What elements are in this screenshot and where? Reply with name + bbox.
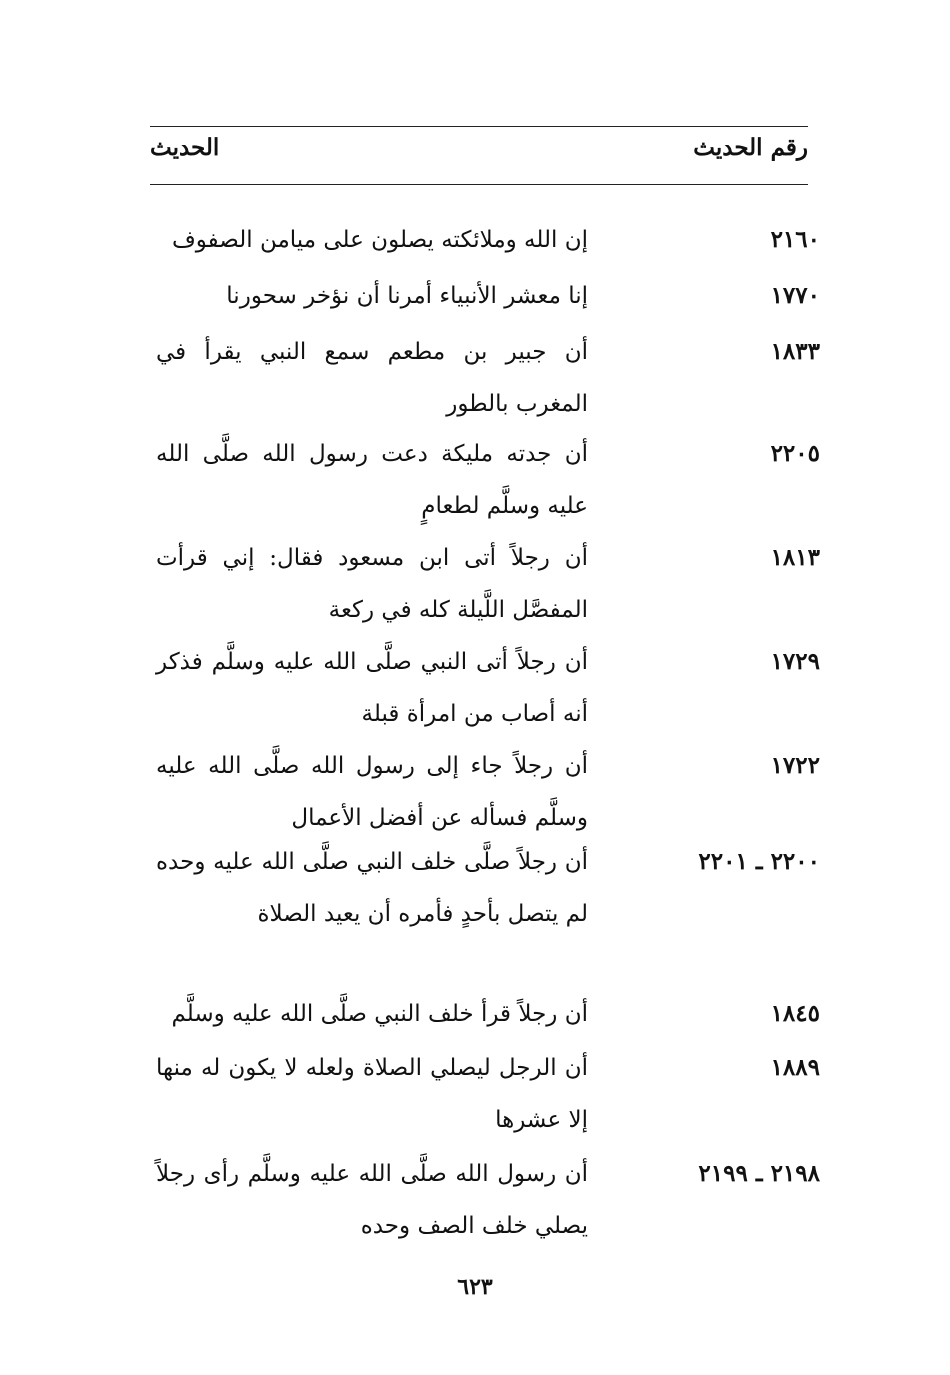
hadith-number: ١٨١٣ xyxy=(770,544,820,571)
hadith-text: أن رجلاً أتى النبي صلَّى الله عليه وسلَّم فذكر أنه أصاب من امرأة قبلة xyxy=(156,649,588,727)
hadith-text: أن رسول الله صلَّى الله عليه وسلَّم رأى رجلاً يصلي خلف الصف وحده xyxy=(156,1161,588,1239)
page-number: ٦٢٣ xyxy=(457,1274,493,1300)
hadith-column-header: الحديث xyxy=(150,134,220,161)
hadith-number: ١٨٣٣ xyxy=(770,338,820,365)
hadith-text: أن رجلاً صلَّى خلف النبي صلَّى الله عليه وحده لم يتصل بأحدٍ فأمره أن يعيد الصلاة xyxy=(156,849,588,927)
hadith-number: ١٧٧٠ xyxy=(770,282,820,309)
hadith-text: أن رجلاً جاء إلى رسول الله صلَّى الله عليه وسلَّم فسأله عن أفضل الأعمال xyxy=(156,753,588,831)
hadith-number: ١٧٢٩ xyxy=(770,648,820,675)
hadith-text: أن جبير بن مطعم سمع النبي يقرأ في المغرب بالطور xyxy=(156,339,588,417)
header-bottom-rule xyxy=(150,184,808,185)
hadith-number: ٢١٩٨ ـ ٢١٩٩ xyxy=(698,1160,820,1187)
hadith-number: ١٨٨٩ xyxy=(770,1054,820,1081)
hadith-text: أن رجلاً أتى ابن مسعود فقال: إني قرأت المفصَّل اللَّيلة كله في ركعة xyxy=(156,545,588,623)
number-column-header: رقم الحديث xyxy=(693,134,808,161)
hadith-text: إنا معشر الأنبياء أمرنا أن نؤخر سحورنا xyxy=(226,283,588,309)
hadith-number: ٢٢٠٠ ـ ٢٢٠١ xyxy=(698,848,820,875)
hadith-text: أن جدته مليكة دعت رسول الله صلَّى الله عليه وسلَّم لطعامٍ xyxy=(156,441,588,519)
hadith-text: أن رجلاً قرأ خلف النبي صلَّى الله عليه وسلَّم xyxy=(171,1001,588,1027)
hadith-number: ٢١٦٠ xyxy=(770,226,820,253)
hadith-number: ٢٢٠٥ xyxy=(770,440,820,467)
header-top-rule xyxy=(150,126,808,127)
hadith-text: إن الله وملائكته يصلون على ميامن الصفوف xyxy=(171,227,588,253)
hadith-number: ١٨٤٥ xyxy=(770,1000,820,1027)
hadith-text: أن الرجل ليصلي الصلاة ولعله لا يكون له منها إلا عشرها xyxy=(156,1055,588,1133)
hadith-number: ١٧٢٢ xyxy=(770,752,820,779)
